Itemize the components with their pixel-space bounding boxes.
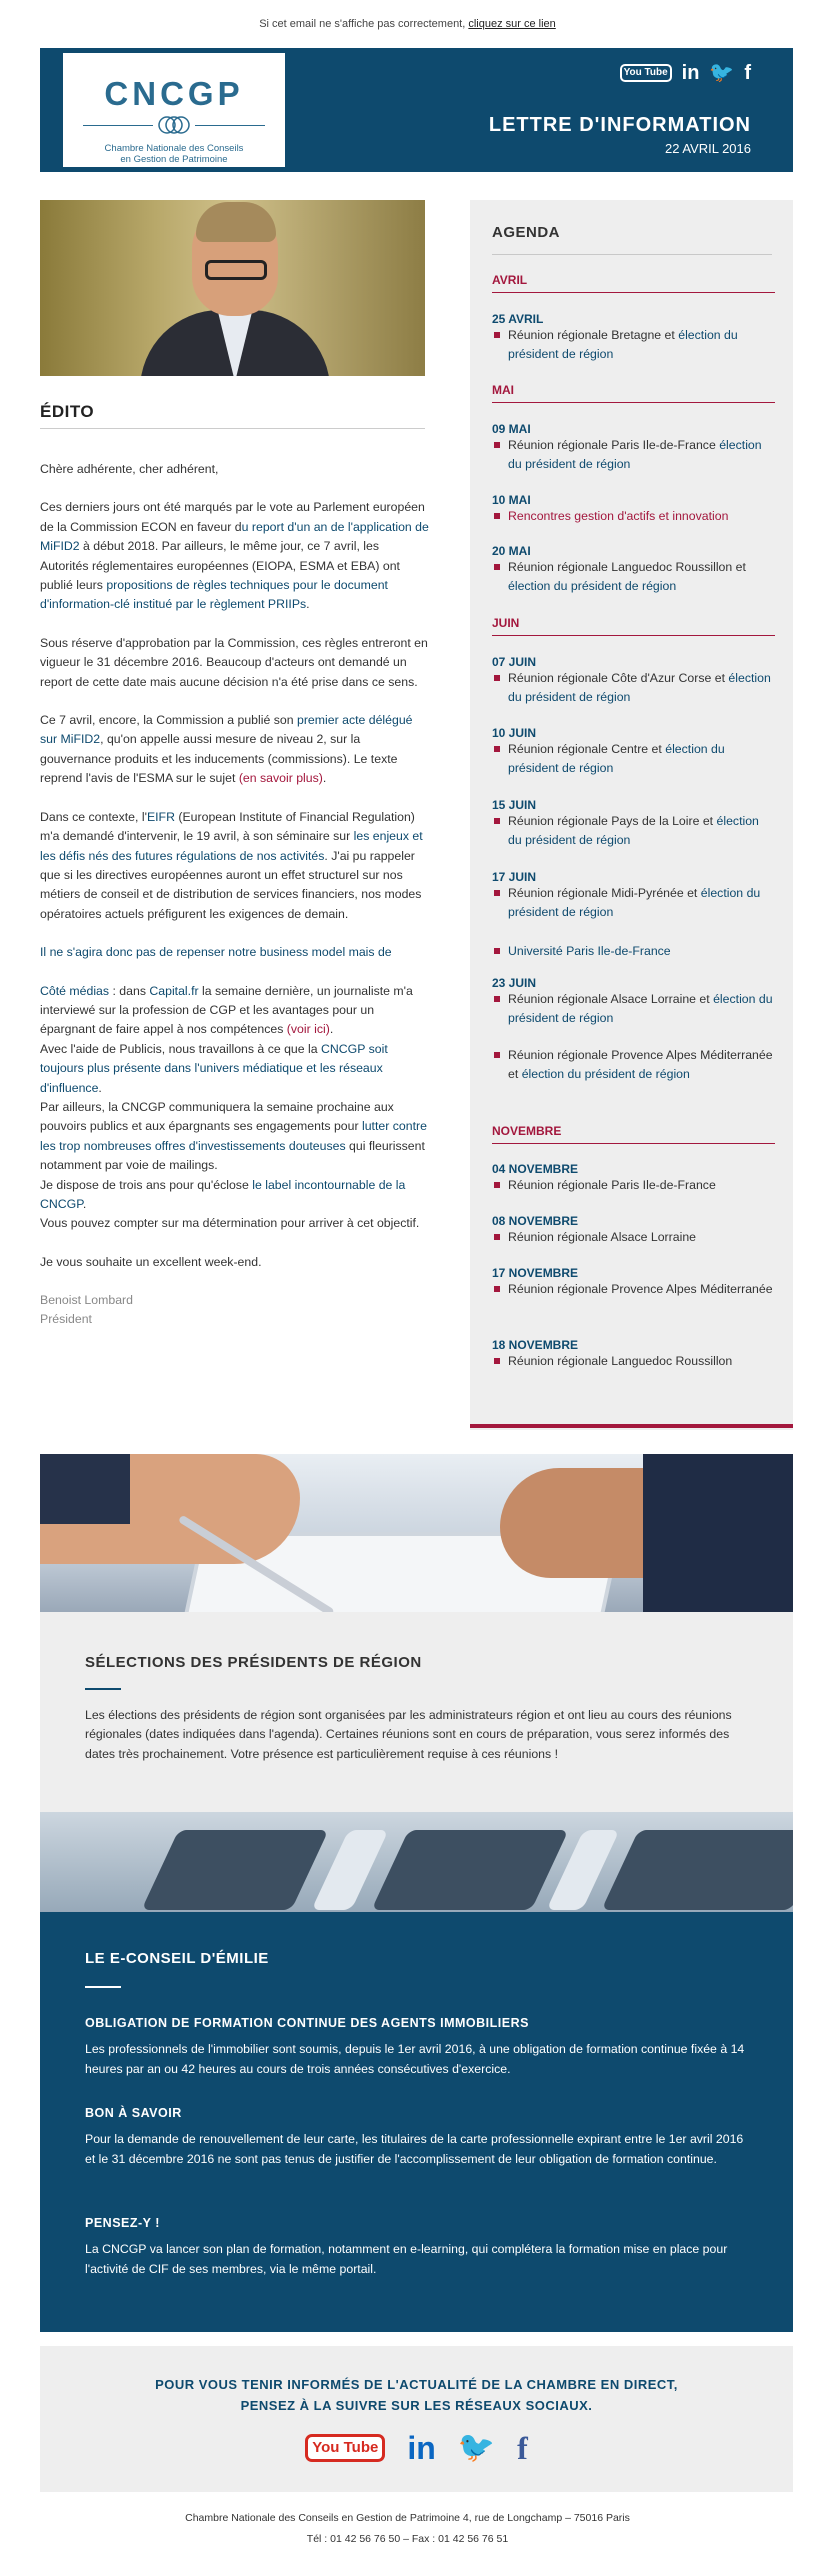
header-social-links xyxy=(620,62,751,84)
edito-paragraph-2: Sous réserve d'approbation par la Commission, ces règles entreront en vigueur le 31 décembre 2016. Beaucoup d'acteurs ont demandé un report de cette date mais aucune décision n'a été prise dans ce sens. xyxy=(40,635,428,689)
month-label: JUIN xyxy=(492,616,775,636)
business-model-link[interactable]: Il ne s'agira donc pas de repenser notre business model mais de xyxy=(40,945,392,960)
edito-text: Avec l'aide de Publicis, nous travaillons à ce que la xyxy=(40,1041,322,1056)
twitter-icon[interactable]: 🐦 xyxy=(457,2431,496,2464)
selections-divider xyxy=(85,1688,121,1690)
agenda-event-text: Réunion régionale Côte d'Azur Corse et xyxy=(508,671,729,685)
banner-sleeve-right xyxy=(643,1454,793,1612)
dubious-offers-link[interactable]: lutter contre les trop nombreuses offres d'investissements douteuses xyxy=(40,1119,427,1153)
follow-line-2: PENSEZ À LA SUIVRE SUR LES RÉSEAUX SOCIAUX. xyxy=(240,2398,593,2413)
agenda-item xyxy=(492,1338,775,1371)
edito-text: Ces derniers jours ont été marqués par le vote au Parlement européen de la Commission ECON en faveur d xyxy=(40,500,425,534)
logo-title: CNCGP xyxy=(104,75,244,112)
edito-paragraph-1 xyxy=(40,498,430,614)
agenda-event: Réunion régionale Alsace Lorraine xyxy=(492,1228,775,1247)
agenda-event: Réunion régionale Paris Ile-de-France xyxy=(492,1176,775,1195)
keyboard-banner-image xyxy=(40,1812,793,1912)
edito-text: Dans ce contexte, l' xyxy=(40,809,147,824)
agenda-item xyxy=(492,976,775,1028)
edito-paragraph-5 xyxy=(40,943,430,962)
logo-seal-icon xyxy=(155,114,193,136)
linkedin-icon[interactable]: in xyxy=(681,62,700,84)
esma-more-link[interactable]: (en savoir plus) xyxy=(238,771,323,786)
capital-fr-link[interactable]: Capital.fr xyxy=(149,983,199,998)
agenda-date: 10 JUIN xyxy=(492,726,537,740)
agenda-event: Réunion régionale Languedoc Roussillon xyxy=(492,1352,775,1371)
cncgp-logo[interactable] xyxy=(63,53,285,167)
econseil-text-1: Les professionnels de l'immobilier sont soumis, depuis le 1er avril 2016, à une obligation de formation continue fixée à 14 heures par an ou 42 heures au cours de trois années consécutives d'exercice. xyxy=(85,2042,745,2076)
agenda-date: 20 MAI xyxy=(492,544,531,558)
newsletter-header xyxy=(40,48,793,172)
selections-body: Les élections des présidents de région sont organisées par les administrateurs région et ont lieu au cours des réunions régionales (dates indiquées dans l'agenda). Certaines réunions sont en cours de préparation, vous serez informés des dates très prochainement. Votre présence est particulièrement requise à ces réunions ! xyxy=(85,1708,732,1761)
edito-paragraph-9 xyxy=(40,1176,430,1215)
agenda-item xyxy=(492,1162,775,1195)
agenda-item xyxy=(492,422,775,474)
agenda-event-text: Réunion régionale Centre et xyxy=(508,742,666,756)
agenda-event xyxy=(492,884,775,922)
footer-phone: Tél : 01 42 56 76 50 – Fax : 01 42 56 76 51 xyxy=(306,2533,509,2545)
social-follow-section xyxy=(40,2346,793,2492)
edito-closing: Je vous souhaite un excellent week-end. xyxy=(40,1254,262,1269)
month-label: AVRIL xyxy=(492,273,775,293)
logo-subtitle-line-2: en Gestion de Patrimoine xyxy=(120,154,228,165)
cncgp-media-link[interactable]: CNCGP soit toujours plus présente dans l'univers médiatique et les réseaux d'influence xyxy=(40,1041,388,1095)
edito-text: Par ailleurs, la CNCGP communiquera la semaine prochaine aux pouvoirs publics et aux épargnants ses engagements pour xyxy=(40,1099,394,1134)
voir-ici-link[interactable]: (voir ici) xyxy=(286,1022,330,1037)
newsletter-date: 22 AVRIL 2016 xyxy=(664,141,751,156)
agenda-month-avril xyxy=(492,273,775,293)
agenda-item xyxy=(492,312,775,364)
agenda-item xyxy=(492,655,775,707)
agenda-date: 04 NOVEMBRE xyxy=(492,1162,579,1176)
agenda-date: 15 JUIN xyxy=(492,798,537,812)
agenda-date: 17 NOVEMBRE xyxy=(492,1266,579,1280)
econseil-heading-1: OBLIGATION DE FORMATION CONTINUE DES AGENTS IMMOBILIERS xyxy=(85,2016,529,2030)
agenda-event xyxy=(492,669,775,707)
agenda-event-link[interactable]: élection du président de région xyxy=(508,328,738,361)
econseil-title: LE E-CONSEIL D'ÉMILIE xyxy=(85,1950,269,1967)
agenda-item xyxy=(492,1046,775,1084)
facebook-icon[interactable]: f xyxy=(517,2430,528,2466)
econseil-block-3 xyxy=(85,2216,755,2279)
agenda-event xyxy=(492,812,775,850)
linkedin-icon[interactable]: in xyxy=(407,2430,436,2466)
logo-subtitle xyxy=(63,143,285,165)
medias-link[interactable]: Côté médias xyxy=(40,983,110,998)
agenda-event-text: Réunion régionale Languedoc Roussillon et xyxy=(508,560,746,574)
month-label: MAI xyxy=(492,383,775,403)
banner-sleeve-left xyxy=(40,1454,130,1524)
agenda-date: 25 AVRIL xyxy=(492,312,544,326)
agenda-event-link[interactable]: élection du président de région xyxy=(508,742,725,775)
logo-line-left xyxy=(83,125,153,126)
agenda-event xyxy=(492,942,775,961)
edito-text: à début 2018. Par ailleurs, le même jour, ce 7 avril, les Autorités réglementaires européennes (EIOPA, ESMA et EBA) ont publié leurs xyxy=(40,539,400,593)
mifid2-delegated-act-link[interactable]: premier acte délégué sur MiFID2 xyxy=(40,713,413,747)
banner-key xyxy=(141,1830,328,1910)
logo-line-right xyxy=(195,125,265,126)
agenda-event-link[interactable]: Université Paris Ile-de-France xyxy=(508,944,671,958)
edito-paragraph-8 xyxy=(40,1098,430,1176)
agenda-title: AGENDA xyxy=(492,224,561,241)
edito-paragraph-6 xyxy=(40,982,430,1040)
president-photo xyxy=(40,200,425,376)
agenda-item xyxy=(492,544,775,596)
agenda-date: 17 JUIN xyxy=(492,870,537,884)
signature-name: Benoist Lombard xyxy=(40,1293,133,1308)
agenda-bottom-border xyxy=(470,1424,793,1428)
edito-text: . xyxy=(306,597,310,612)
edito-divider xyxy=(40,428,425,429)
econseil-heading-3: PENSEZ-Y ! xyxy=(85,2216,160,2230)
view-online-link[interactable]: cliquez sur ce lien xyxy=(468,18,556,30)
agenda-date: 08 NOVEMBRE xyxy=(492,1214,579,1228)
edito-greeting: Chère adhérente, cher adhérent, xyxy=(40,462,219,476)
edito-text: la semaine dernière, un journaliste m'a interviewé sur la profession de CGP et les avantages pour un épargnant de faire appel à nos compétences xyxy=(40,983,413,1037)
selections-section xyxy=(40,1612,793,1812)
edito-text: . xyxy=(98,1080,102,1095)
preheader-text: Si cet email ne s'affiche pas correctement, xyxy=(259,18,466,30)
agenda-panel xyxy=(470,200,793,1430)
agenda-event xyxy=(492,436,775,474)
signature-role: Président xyxy=(40,1312,92,1327)
regulation-challenges-link[interactable]: les enjeux et les défis nés des futures régulations de nos activités xyxy=(40,829,423,863)
edito-paragraph-10: Vous pouvez compter sur ma détermination pour arriver à cet objectif. xyxy=(40,1216,420,1231)
cncgp-label-link[interactable]: le label incontournable de la CNCGP xyxy=(40,1177,406,1211)
agenda-event-link[interactable]: élection du président de région xyxy=(508,671,771,704)
agenda-date: 09 MAI xyxy=(492,422,531,436)
agenda-item xyxy=(492,493,775,526)
agenda-month-mai xyxy=(492,383,775,403)
agenda-event-link[interactable]: Rencontres gestion d'actifs et innovation xyxy=(508,509,729,523)
photo-hair xyxy=(196,202,276,242)
edito-text: , qu'on appelle aussi mesure de niveau 2, sur la gouvernance produits et les inducements (commissions). Le texte reprend l'avis de l'ESMA sur le sujet xyxy=(40,732,398,786)
eifr-link[interactable]: EIFR xyxy=(146,809,175,824)
agenda-event-text: Réunion régionale Paris Ile-de-France xyxy=(508,438,720,452)
agenda-event-link[interactable]: élection du président de région xyxy=(508,438,762,471)
banner-key xyxy=(601,1830,793,1910)
agenda-item xyxy=(492,942,775,961)
edito-text: : dans xyxy=(109,983,150,998)
agenda-event-link[interactable]: élection du président de région xyxy=(508,579,677,593)
edito-paragraph-7 xyxy=(40,1040,430,1098)
edito-text: . xyxy=(82,1197,87,1211)
preheader xyxy=(0,18,815,30)
twitter-icon[interactable]: 🐦 xyxy=(709,62,735,84)
tablet-banner-image xyxy=(40,1454,793,1612)
econseil-divider xyxy=(85,1986,121,1988)
agenda-event xyxy=(492,326,775,364)
edito-paragraph-3 xyxy=(40,711,430,789)
edito-text: qui fleurissent notamment par voie de mailings. xyxy=(40,1138,425,1173)
agenda-date: 10 MAI xyxy=(492,493,531,507)
youtube-icon[interactable]: You Tube xyxy=(305,2434,385,2462)
agenda-month-novembre xyxy=(492,1124,775,1144)
agenda-date: 18 NOVEMBRE xyxy=(492,1338,579,1352)
priips-rules-link[interactable]: propositions de règles techniques pour le document d'information-clé institué par le règlement PRIIPs xyxy=(40,578,388,612)
agenda-event-text: Réunion régionale Provence Alpes Méditerranée et xyxy=(508,1048,773,1081)
agenda-event xyxy=(492,1046,775,1084)
social-icons xyxy=(40,2430,793,2466)
econseil-block-1 xyxy=(85,2016,755,2079)
edito-text: Ce 7 avril, encore, la Commission a publié son xyxy=(40,713,297,728)
agenda-event-link[interactable]: élection du président de région xyxy=(508,992,773,1025)
agenda-item xyxy=(492,1214,775,1247)
follow-text xyxy=(40,2374,793,2416)
mifid2-report-link[interactable]: u report d'un an de l'application de MiFID2 xyxy=(40,519,429,554)
banner-key xyxy=(371,1830,568,1910)
agenda-event-link[interactable]: élection du président de région xyxy=(521,1067,690,1081)
agenda-event-link[interactable]: élection du président de région xyxy=(508,886,761,919)
agenda-event xyxy=(492,558,775,596)
agenda-item xyxy=(492,1266,775,1299)
logo-subtitle-line-1: Chambre Nationale des Conseils xyxy=(104,143,244,154)
econseil-text-2: Pour la demande de renouvellement de leur carte, les titulaires de la carte professionnelle expirant entre le 1er avril 2016 et le 31 décembre 2016 ne sont pas tenus de justifier de l'accomplissement de leur obligation de formation continue. xyxy=(85,2132,744,2166)
agenda-item xyxy=(492,798,775,850)
econseil-heading-2: BON À SAVOIR xyxy=(85,2106,182,2120)
edito-text: (European Institute of Financial Regulation) m'a demandé d'intervenir, le 19 avril, à son séminaire sur xyxy=(40,809,415,844)
agenda-date: 07 JUIN xyxy=(492,655,537,669)
econseil-block-2 xyxy=(85,2106,755,2169)
agenda-event-text: Réunion régionale Bretagne et xyxy=(508,328,679,342)
agenda-event-text: Réunion régionale Midi-Pyrénée et xyxy=(508,886,701,900)
agenda-event xyxy=(492,990,775,1028)
agenda-event: Réunion régionale Provence Alpes Méditerranée xyxy=(492,1280,775,1299)
agenda-month-juin xyxy=(492,616,775,636)
econseil-text-3: La CNCGP va lancer son plan de formation, notamment en e-learning, qui complétera la formation mise en place pour l'activité de CIF de ses membres, via le même portail. xyxy=(85,2242,728,2276)
agenda-item xyxy=(492,870,775,922)
agenda-date: 23 JUIN xyxy=(492,976,537,990)
edito-title: ÉDITO xyxy=(40,402,95,421)
econseil-section xyxy=(40,1912,793,2332)
agenda-event xyxy=(492,740,775,778)
edito-body xyxy=(40,460,430,1329)
youtube-icon[interactable]: You Tube xyxy=(620,64,672,82)
edito-text: . xyxy=(329,1022,334,1037)
agenda-event-link[interactable]: élection du président de région xyxy=(508,814,759,847)
footer xyxy=(0,2508,815,2550)
agenda-divider xyxy=(492,254,772,255)
agenda-item xyxy=(492,726,775,778)
agenda-event-text: Réunion régionale Pays de la Loire et xyxy=(508,814,717,828)
selections-title: SÉLECTIONS DES PRÉSIDENTS DE RÉGION xyxy=(85,1654,422,1671)
facebook-icon[interactable]: f xyxy=(744,62,751,84)
photo-glasses xyxy=(205,260,267,280)
newsletter-title: LETTRE D'INFORMATION xyxy=(488,114,751,136)
edito-paragraph-4 xyxy=(40,808,430,924)
month-label: NOVEMBRE xyxy=(492,1124,775,1144)
agenda-event xyxy=(492,507,775,526)
edito-text: Je dispose de trois ans pour qu'éclose xyxy=(40,1177,253,1192)
edito-text: . J'ai pu rappeler que si les directives européennes auront un effet structurel sur nos métiers de conseil et de distribution de services financiers, nos modes opératoires actuels préfigurent les exigences de demain. xyxy=(40,848,422,921)
footer-address: Chambre Nationale des Conseils en Gestion de Patrimoine 4, rue de Longchamp – 75016 Paris xyxy=(185,2512,630,2524)
edito-text: . xyxy=(322,771,327,786)
follow-line-1: POUR VOUS TENIR INFORMÉS DE L'ACTUALITÉ DE LA CHAMBRE EN DIRECT, xyxy=(155,2377,678,2392)
agenda-event-text: Réunion régionale Alsace Lorraine et xyxy=(508,992,714,1006)
